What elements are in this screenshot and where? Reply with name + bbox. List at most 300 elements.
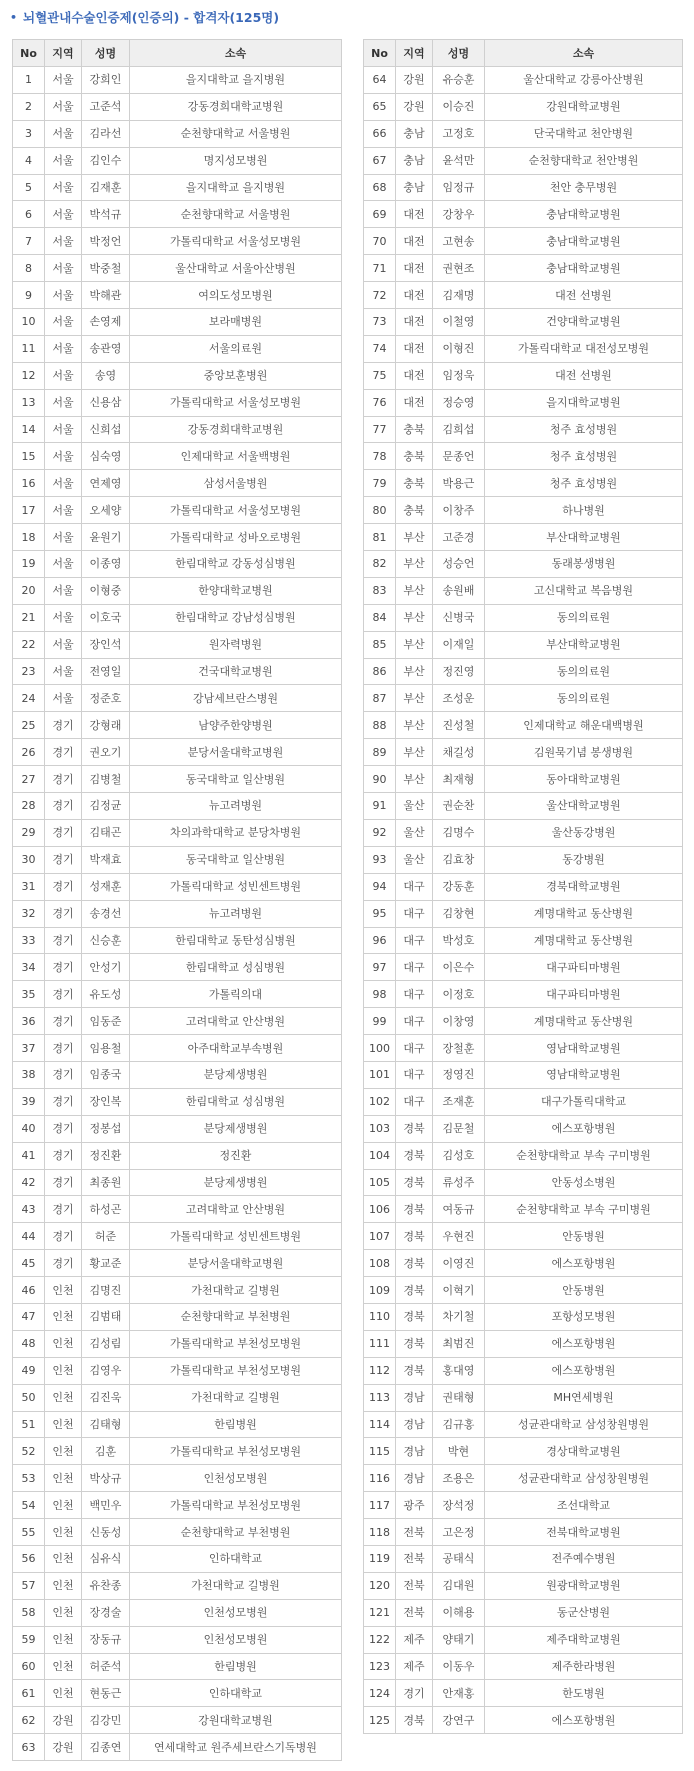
cell-name: 박정언 [82,228,130,255]
cell-name: 안성기 [82,954,130,981]
cell-region: 경기 [396,1680,433,1707]
cell-affiliation: 계명대학교 동산병원 [485,927,683,954]
table-row [13,1303,342,1330]
cell-name: 김명진 [82,1277,130,1304]
cell-no: 21 [13,604,45,631]
cell-affiliation: 한림병원 [130,1653,342,1680]
cell-no: 35 [13,981,45,1008]
cell-affiliation: 인하대학교 [130,1680,342,1707]
page-title [10,6,279,28]
cell-region: 강원 [396,93,433,120]
cell-no: 107 [364,1223,396,1250]
table-row [364,873,683,900]
cell-affiliation: 울산동강병원 [485,819,683,846]
cell-affiliation: 동의의료원 [485,658,683,685]
cell-no: 5 [13,174,45,201]
cell-name: 김희섭 [433,416,485,443]
cell-no: 28 [13,793,45,820]
table-row [364,1411,683,1438]
table-row [13,1653,342,1680]
table-row [13,389,342,416]
cell-name: 윤석만 [433,147,485,174]
cell-name: 강형래 [82,712,130,739]
cell-region: 강원 [396,67,433,94]
cell-region: 서울 [45,577,82,604]
table-row [364,658,683,685]
cell-no: 90 [364,766,396,793]
cell-region: 서울 [45,309,82,336]
cell-no: 111 [364,1330,396,1357]
cell-region: 강원 [45,1707,82,1734]
table-row [13,1599,342,1626]
cell-name: 정진영 [433,658,485,685]
cell-name: 김성호 [433,1142,485,1169]
roster-table-left [12,39,342,1761]
cell-region: 부산 [396,766,433,793]
table-row [13,927,342,954]
cell-no: 51 [13,1411,45,1438]
cell-name: 송관영 [82,335,130,362]
table-row [364,443,683,470]
cell-no: 2 [13,93,45,120]
cell-name: 김규홍 [433,1411,485,1438]
table-row [364,1599,683,1626]
cell-name: 조용은 [433,1465,485,1492]
cell-name: 장철훈 [433,1035,485,1062]
cell-no: 102 [364,1088,396,1115]
cell-affiliation: 안동성소병원 [485,1169,683,1196]
table-row [13,497,342,524]
cell-no: 20 [13,577,45,604]
cell-no: 7 [13,228,45,255]
title-bullet: • [10,10,18,24]
cell-name: 이종영 [82,551,130,578]
cell-name: 송경선 [82,900,130,927]
cell-region: 부산 [396,551,433,578]
cell-affiliation: 한림대학교 강남성심병원 [130,604,342,631]
table-row [13,1142,342,1169]
cell-affiliation: 계명대학교 동산병원 [485,900,683,927]
cell-region: 대구 [396,981,433,1008]
table-row [364,1545,683,1572]
cell-no: 36 [13,1008,45,1035]
cell-affiliation: 부산대학교병원 [485,631,683,658]
cell-affiliation: 가톨릭대학교 성빈센트병원 [130,1223,342,1250]
cell-affiliation: 전주예수병원 [485,1545,683,1572]
cell-no: 72 [364,282,396,309]
cell-no: 58 [13,1599,45,1626]
cell-name: 유도성 [82,981,130,1008]
cell-name: 공태식 [433,1545,485,1572]
cell-region: 대구 [396,873,433,900]
table-row [13,1411,342,1438]
cell-no: 33 [13,927,45,954]
cell-region: 서울 [45,497,82,524]
cell-region: 경북 [396,1357,433,1384]
cell-name: 최종원 [82,1169,130,1196]
cell-affiliation: 강원대학교병원 [485,93,683,120]
cell-no: 38 [13,1061,45,1088]
cell-name: 이해용 [433,1599,485,1626]
cell-affiliation: 대구가톨릭대학교 [485,1088,683,1115]
cell-no: 25 [13,712,45,739]
cell-affiliation: 순천향대학교 부속 구미병원 [485,1142,683,1169]
cell-affiliation: 울산대학교병원 [485,793,683,820]
cell-region: 경북 [396,1303,433,1330]
table-row [13,900,342,927]
table-row [13,362,342,389]
cell-no: 124 [364,1680,396,1707]
table-row [13,1277,342,1304]
cell-no: 78 [364,443,396,470]
cell-name: 이은수 [433,954,485,981]
cell-region: 서울 [45,416,82,443]
table-row [13,685,342,712]
cell-region: 경기 [45,1196,82,1223]
cell-name: 김정균 [82,793,130,820]
cell-name: 홍대영 [433,1357,485,1384]
cell-name: 우현진 [433,1223,485,1250]
table-row [364,846,683,873]
cell-region: 경기 [45,793,82,820]
cell-region: 제주 [396,1626,433,1653]
cell-name: 송영 [82,362,130,389]
cell-no: 19 [13,551,45,578]
cell-affiliation: 정진환 [130,1142,342,1169]
cell-region: 인천 [45,1357,82,1384]
table-row [364,1088,683,1115]
cell-no: 77 [364,416,396,443]
cell-affiliation: 성균관대학교 삼성창원병원 [485,1411,683,1438]
cell-affiliation: 아주대학교부속병원 [130,1035,342,1062]
cell-name: 현동근 [82,1680,130,1707]
column-header-affiliation: 소속 [485,40,683,67]
cell-name: 백민우 [82,1492,130,1519]
cell-name: 강창우 [433,201,485,228]
table-row [13,201,342,228]
column-header-name: 성명 [82,40,130,67]
cell-region: 서울 [45,362,82,389]
table-row [13,1196,342,1223]
cell-region: 인천 [45,1519,82,1546]
cell-affiliation: 가톨릭대학교 성빈센트병원 [130,873,342,900]
cell-name: 성재훈 [82,873,130,900]
cell-no: 42 [13,1169,45,1196]
table-row [13,1626,342,1653]
cell-name: 성승언 [433,551,485,578]
cell-name: 김범태 [82,1303,130,1330]
cell-region: 경기 [45,981,82,1008]
table-row [364,981,683,1008]
cell-name: 이형진 [433,335,485,362]
cell-no: 67 [364,147,396,174]
cell-name: 이형중 [82,577,130,604]
cell-name: 이혁기 [433,1277,485,1304]
cell-affiliation: 분당서울대학교병원 [130,1250,342,1277]
cell-name: 이재일 [433,631,485,658]
cell-affiliation: 가톨릭대학교 대전성모병원 [485,335,683,362]
cell-affiliation: 인제대학교 서울백병원 [130,443,342,470]
cell-name: 신승훈 [82,927,130,954]
cell-name: 김대원 [433,1572,485,1599]
table-row [13,766,342,793]
cell-region: 경기 [45,1088,82,1115]
table-row [13,954,342,981]
cell-region: 울산 [396,846,433,873]
cell-no: 92 [364,819,396,846]
cell-no: 76 [364,389,396,416]
table-row [364,1438,683,1465]
table-row [364,1250,683,1277]
cell-no: 66 [364,120,396,147]
cell-region: 경기 [45,712,82,739]
cell-name: 문종언 [433,443,485,470]
cell-no: 117 [364,1492,396,1519]
cell-region: 경남 [396,1465,433,1492]
cell-name: 김명수 [433,819,485,846]
cell-region: 대구 [396,954,433,981]
cell-region: 충남 [396,174,433,201]
cell-no: 22 [13,631,45,658]
cell-region: 대전 [396,228,433,255]
cell-name: 임정욱 [433,362,485,389]
cell-region: 경기 [45,954,82,981]
table-row [364,1653,683,1680]
table-row [13,335,342,362]
cell-affiliation: 김원묵기념 봉생병원 [485,739,683,766]
cell-no: 52 [13,1438,45,1465]
cell-region: 경기 [45,766,82,793]
table-row [364,900,683,927]
cell-name: 임동준 [82,1008,130,1035]
table-row [13,1223,342,1250]
cell-affiliation: 부산대학교병원 [485,524,683,551]
cell-name: 장인복 [82,1088,130,1115]
table-row [364,551,683,578]
cell-no: 104 [364,1142,396,1169]
cell-region: 경북 [396,1707,433,1734]
cell-region: 서울 [45,201,82,228]
cell-affiliation: 가톨릭대학교 부천성모병원 [130,1330,342,1357]
cell-name: 권오기 [82,739,130,766]
table-row [364,1519,683,1546]
cell-region: 부산 [396,658,433,685]
table-row [364,362,683,389]
cell-region: 경기 [45,1061,82,1088]
cell-affiliation: MH연세병원 [485,1384,683,1411]
cell-no: 14 [13,416,45,443]
cell-no: 125 [364,1707,396,1734]
table-row [364,1330,683,1357]
table-row [364,335,683,362]
cell-no: 11 [13,335,45,362]
table-row [364,1303,683,1330]
cell-region: 인천 [45,1653,82,1680]
table-row [364,1626,683,1653]
table-row [364,524,683,551]
cell-no: 27 [13,766,45,793]
title-text: 뇌혈관내수술인증제(인증의) - 합격자(125명) [23,10,280,25]
cell-name: 정준호 [82,685,130,712]
table-row [13,1169,342,1196]
cell-no: 84 [364,604,396,631]
table-row [13,1707,342,1734]
cell-affiliation: 분당제생병원 [130,1169,342,1196]
table-row [13,873,342,900]
cell-name: 신병국 [433,604,485,631]
cell-region: 울산 [396,793,433,820]
table-row [13,1734,342,1761]
cell-affiliation: 한도병원 [485,1680,683,1707]
cell-affiliation: 인천성모병원 [130,1599,342,1626]
cell-region: 경기 [45,927,82,954]
cell-region: 인천 [45,1492,82,1519]
cell-no: 113 [364,1384,396,1411]
cell-name: 임정규 [433,174,485,201]
cell-affiliation: 가톨릭대학교 부천성모병원 [130,1492,342,1519]
cell-affiliation: 연세대학교 원주세브란스기독병원 [130,1734,342,1761]
cell-name: 신희섭 [82,416,130,443]
table-row [13,712,342,739]
cell-region: 경기 [45,1169,82,1196]
table-row [13,739,342,766]
cell-affiliation: 한림대학교 강동성심병원 [130,551,342,578]
cell-name: 차기철 [433,1303,485,1330]
cell-affiliation: 강동경희대학교병원 [130,93,342,120]
cell-region: 경기 [45,1223,82,1250]
cell-affiliation: 동국대학교 일산병원 [130,766,342,793]
cell-no: 13 [13,389,45,416]
cell-affiliation: 순천향대학교 부속 구미병원 [485,1196,683,1223]
cell-name: 조성운 [433,685,485,712]
cell-no: 57 [13,1572,45,1599]
cell-no: 4 [13,147,45,174]
cell-no: 97 [364,954,396,981]
cell-no: 34 [13,954,45,981]
table-row [364,604,683,631]
cell-region: 경북 [396,1250,433,1277]
cell-affiliation: 한림대학교 성심병원 [130,1088,342,1115]
cell-region: 대구 [396,1061,433,1088]
cell-region: 대구 [396,1035,433,1062]
cell-affiliation: 대구파티마병원 [485,954,683,981]
cell-region: 서울 [45,389,82,416]
cell-affiliation: 계명대학교 동산병원 [485,1008,683,1035]
cell-region: 인천 [45,1465,82,1492]
table-row [13,1088,342,1115]
cell-name: 이호국 [82,604,130,631]
table-row [364,1169,683,1196]
table-row [13,416,342,443]
cell-no: 64 [364,67,396,94]
table-row [364,631,683,658]
cell-affiliation: 강원대학교병원 [130,1707,342,1734]
cell-no: 39 [13,1088,45,1115]
cell-no: 98 [364,981,396,1008]
cell-name: 박용근 [433,470,485,497]
cell-name: 이철영 [433,309,485,336]
cell-region: 대전 [396,309,433,336]
cell-name: 이정호 [433,981,485,1008]
cell-affiliation: 포항성모병원 [485,1303,683,1330]
table-row [13,1008,342,1035]
cell-affiliation: 순천향대학교 부천병원 [130,1519,342,1546]
cell-no: 48 [13,1330,45,1357]
cell-affiliation: 서울의료원 [130,335,342,362]
cell-region: 충북 [396,470,433,497]
cell-region: 서울 [45,685,82,712]
cell-affiliation: 여의도성모병원 [130,282,342,309]
table-row [364,1277,683,1304]
table-row [364,712,683,739]
table-row [13,551,342,578]
cell-no: 101 [364,1061,396,1088]
cell-no: 63 [13,1734,45,1761]
cell-no: 100 [364,1035,396,1062]
cell-affiliation: 충남대학교병원 [485,201,683,228]
table-row [364,819,683,846]
cell-region: 서울 [45,335,82,362]
cell-region: 서울 [45,551,82,578]
table-row [364,67,683,94]
cell-region: 인천 [45,1626,82,1653]
cell-name: 심유식 [82,1545,130,1572]
cell-region: 대구 [396,927,433,954]
cell-name: 연제영 [82,470,130,497]
table-row [13,1519,342,1546]
cell-no: 118 [364,1519,396,1546]
cell-no: 106 [364,1196,396,1223]
cell-affiliation: 강동경희대학교병원 [130,416,342,443]
table-row [364,577,683,604]
cell-affiliation: 분당제생병원 [130,1061,342,1088]
cell-affiliation: 가천대학교 길병원 [130,1572,342,1599]
cell-affiliation: 울산대학교 서울아산병원 [130,255,342,282]
cell-region: 인천 [45,1303,82,1330]
table-row [13,282,342,309]
cell-region: 경기 [45,1250,82,1277]
cell-affiliation: 고려대학교 안산병원 [130,1196,342,1223]
cell-region: 서울 [45,228,82,255]
cell-affiliation: 대구파티마병원 [485,981,683,1008]
cell-region: 경남 [396,1384,433,1411]
cell-affiliation: 가천대학교 길병원 [130,1384,342,1411]
cell-affiliation: 하나병원 [485,497,683,524]
cell-region: 인천 [45,1545,82,1572]
table-row [364,174,683,201]
table-row [13,793,342,820]
cell-affiliation: 가톨릭대학교 서울성모병원 [130,228,342,255]
cell-affiliation: 전북대학교병원 [485,1519,683,1546]
cell-name: 박중철 [82,255,130,282]
cell-name: 정진환 [82,1142,130,1169]
cell-name: 김강민 [82,1707,130,1734]
table-row [13,1492,342,1519]
cell-region: 부산 [396,712,433,739]
cell-region: 경북 [396,1277,433,1304]
cell-region: 울산 [396,819,433,846]
table-row [364,389,683,416]
cell-affiliation: 청주 효성병원 [485,470,683,497]
cell-affiliation: 남양주한양병원 [130,712,342,739]
table-row [364,470,683,497]
cell-name: 장동규 [82,1626,130,1653]
cell-no: 41 [13,1142,45,1169]
table-header-row [364,40,683,67]
cell-region: 부산 [396,631,433,658]
cell-affiliation: 단국대학교 천안병원 [485,120,683,147]
cell-affiliation: 순천향대학교 서울병원 [130,201,342,228]
